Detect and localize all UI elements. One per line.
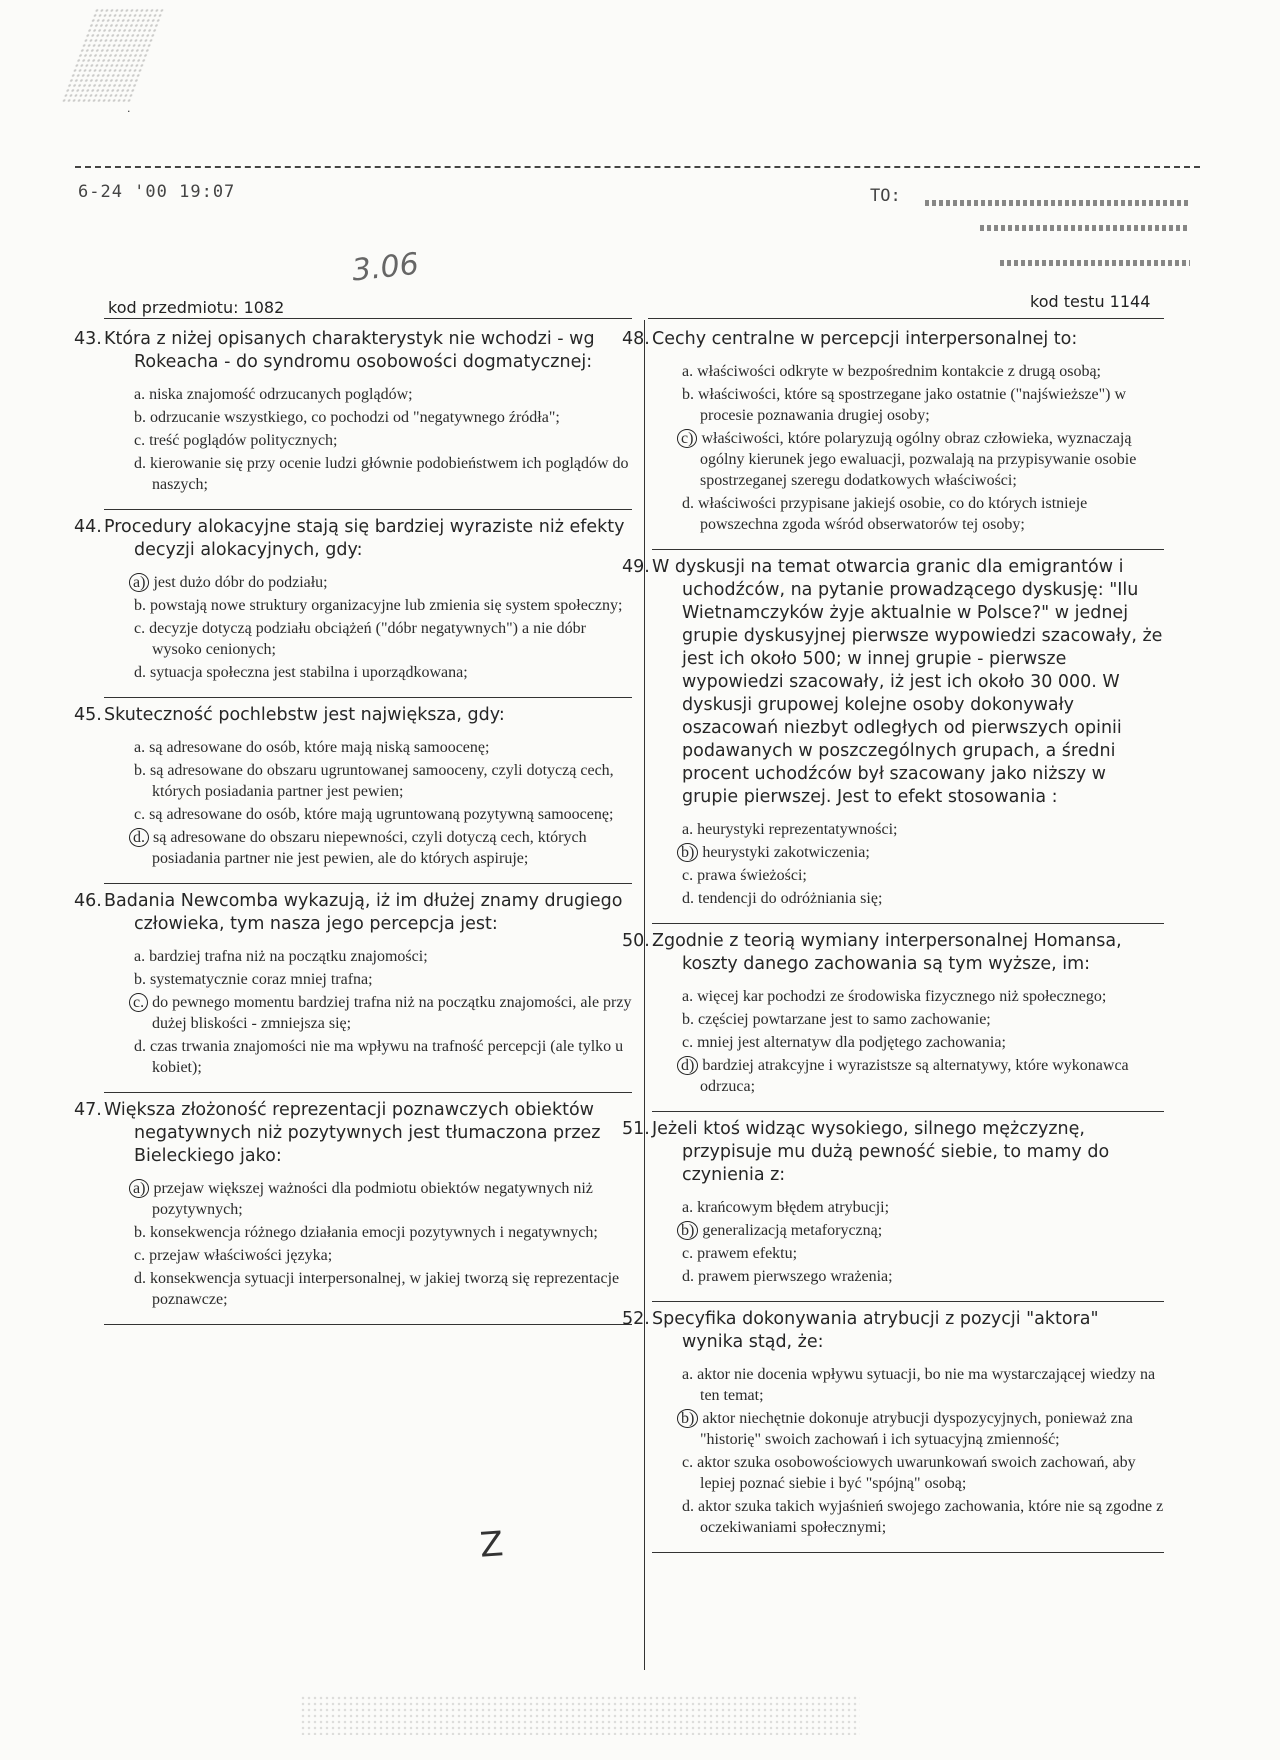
option-text: generalizacją metaforyczną; bbox=[702, 1222, 883, 1239]
option-text: przejaw właściwości języka; bbox=[149, 1247, 333, 1264]
answer-option bbox=[134, 804, 632, 825]
option-text: więcej kar pochodzi ze środowiska fizycznego niż społecznego; bbox=[697, 988, 1107, 1005]
fax-header-rule bbox=[75, 166, 1200, 168]
answer-option bbox=[682, 384, 1164, 426]
question-stem: 51. Jeżeli ktoś widząc wysokiego, silnego mężczyznę, przypisuje mu dużą pewność siebie, to mamy do czynienia z: bbox=[622, 1119, 1110, 1185]
option-letter: b. bbox=[134, 409, 146, 426]
answer-option-marked bbox=[682, 842, 1164, 863]
option-letter: a) bbox=[129, 573, 149, 592]
option-letter: c. bbox=[134, 806, 146, 823]
option-letter: a. bbox=[682, 363, 694, 380]
option-text: treść poglądów politycznych; bbox=[149, 432, 338, 449]
option-letter: b. bbox=[134, 1224, 146, 1241]
answer-option bbox=[682, 493, 1164, 535]
answer-option bbox=[682, 1266, 1164, 1287]
question-stem: 43. Która z niżej opisanych charakterystyk nie wchodzi - wg Rokeacha - do syndromu osobowości dogmatycznej: bbox=[74, 329, 595, 372]
question-block bbox=[622, 322, 1164, 550]
answer-option bbox=[682, 1243, 1164, 1264]
option-letter: d) bbox=[677, 1056, 698, 1075]
answer-option bbox=[134, 969, 632, 990]
option-text: bardziej trafna niż na początku znajomości; bbox=[149, 948, 428, 965]
option-letter: d. bbox=[682, 495, 694, 512]
option-text: bardziej atrakcyjne i wyrazistsze są alternatywy, które wykonawca odrzuca; bbox=[700, 1057, 1129, 1095]
fax-to-label: TO: bbox=[870, 186, 901, 206]
answer-option bbox=[682, 888, 1164, 909]
option-letter: d. bbox=[134, 1270, 146, 1287]
option-text: są adresowane do osób, które mają ugruntowaną pozytywną samoocenę; bbox=[149, 806, 614, 823]
option-text: są adresowane do obszaru niepewności, czyli dotyczą cech, których posiadania partner nie jest pewien, ale do których aspiruje; bbox=[152, 829, 587, 867]
answer-option bbox=[682, 819, 1164, 840]
option-letter: d. bbox=[134, 455, 146, 472]
option-text: tendencji do odróżniania się; bbox=[698, 890, 883, 907]
option-text: heurystyki zakotwiczenia; bbox=[702, 844, 870, 861]
answer-option bbox=[682, 1364, 1164, 1406]
option-letter: c. bbox=[682, 1034, 694, 1051]
option-letter: c. bbox=[682, 867, 694, 884]
option-letter: b. bbox=[134, 762, 146, 779]
question-stem: 52. Specyfika dokonywania atrybucji z pozycji "aktora" wynika stąd, że: bbox=[622, 1309, 1099, 1352]
answer-option-marked bbox=[134, 572, 632, 593]
question-block bbox=[74, 322, 632, 510]
scan-noise bbox=[300, 1695, 860, 1735]
question-text: W dyskusji na temat otwarcia granic dla emigrantów i uchodźców, na pytanie prowadzącego dyskusję: "Ilu Wietnamczyków żyje aktualnie w Polsce?" w jednej grupie dyskusyjnej pierwsze wypowiedzi szacowały, że jest ich około 500; w innej grupie - pierwsze wypowiedzi szacowały, iż jest ich około 30 000. W dyskusji grupowej kolejne osoby dokonywały oszacowań niezbyt odległych od pierwszych opinii podawanych w poszczególnych grupach, a średni procent uchodźców był szacowany jako niższy w grupie pierwszej. Jest to efekt stosowania : bbox=[652, 557, 1163, 807]
top-rule-right bbox=[648, 318, 1164, 319]
answer-option bbox=[134, 760, 632, 802]
option-letter: a) bbox=[129, 1179, 149, 1198]
option-letter: c. bbox=[129, 993, 148, 1012]
fax-header: 6-24 '00 19:07 bbox=[78, 182, 236, 202]
option-text: krańcowym błędem atrybucji; bbox=[697, 1199, 890, 1216]
option-letter: c. bbox=[682, 1454, 694, 1471]
option-text: konsekwencja różnego działania emocji pozytywnych i negatywnych; bbox=[150, 1224, 598, 1241]
option-letter: b) bbox=[677, 1221, 698, 1240]
scan-noise bbox=[61, 8, 166, 103]
option-letter: b. bbox=[134, 597, 146, 614]
question-stem: 44. Procedury alokacyjne stają się bardziej wyraziste niż efekty decyzji alokacyjnych, gdy: bbox=[74, 517, 625, 560]
option-letter: c. bbox=[682, 1245, 694, 1262]
question-text: Skuteczność pochlebstw jest największa, gdy: bbox=[104, 705, 505, 725]
option-text: mniej jest alternatyw dla podjętego zachowania; bbox=[697, 1034, 1006, 1051]
option-text: właściwości, które polaryzują ogólny obraz człowieka, wyznaczają ogólny kierunek jego ewaluacji, pozwalają na przypisywanie osobie spostrzeganej szeregu dodatkowych właściwości; bbox=[700, 430, 1137, 489]
option-letter: d. bbox=[682, 1268, 694, 1285]
redaction-scribble bbox=[925, 200, 1190, 206]
option-text: prawa świeżości; bbox=[697, 867, 807, 884]
question-block bbox=[622, 1302, 1164, 1553]
answer-option bbox=[134, 1245, 632, 1266]
answer-option bbox=[682, 1452, 1164, 1494]
option-text: częściej powtarzane jest to samo zachowanie; bbox=[698, 1011, 991, 1028]
answer-options bbox=[104, 737, 632, 869]
option-letter: c) bbox=[677, 429, 697, 448]
option-letter: b. bbox=[682, 1011, 694, 1028]
option-text: aktor szuka takich wyjaśnień swojego zachowania, które nie są zgodne z oczekiwaniami społecznymi; bbox=[698, 1498, 1164, 1536]
question-text: Zgodnie z teorią wymiany interpersonalnej Homansa, koszty danego zachowania są tym wyższe, im: bbox=[652, 931, 1122, 974]
option-letter: c. bbox=[134, 1247, 146, 1264]
option-letter: d. bbox=[682, 1498, 694, 1515]
question-block bbox=[622, 924, 1164, 1112]
answer-option-marked bbox=[682, 428, 1164, 491]
left-column bbox=[74, 322, 632, 1325]
answer-option bbox=[134, 662, 632, 683]
answer-option-marked bbox=[682, 1055, 1164, 1097]
question-text: Jeżeli ktoś widząc wysokiego, silnego mężczyznę, przypisuje mu dużą pewność siebie, to mamy do czynienia z: bbox=[652, 1119, 1110, 1185]
answer-option bbox=[134, 595, 632, 616]
option-text: jest dużo dóbr do podziału; bbox=[153, 574, 328, 591]
question-stem: 48. Cechy centralne w percepcji interpersonalnej to: bbox=[622, 329, 1078, 349]
option-text: systematycznie coraz mniej trafna; bbox=[150, 971, 373, 988]
option-text: są adresowane do osób, które mają niską samoocenę; bbox=[149, 739, 490, 756]
option-letter: c. bbox=[134, 620, 146, 637]
option-text: są adresowane do obszaru ugruntowanej samooceny, czyli dotyczą cech, których posiadania partner jest pewien; bbox=[150, 762, 614, 800]
option-text: przejaw większej ważności dla podmiotu obiektów negatywnych niż pozytywnych; bbox=[152, 1180, 593, 1218]
option-text: właściwości przypisane jakiejś osobie, co do których istnieje powszechna zgoda wśród obserwatorów tej osoby; bbox=[698, 495, 1088, 533]
question-text: Cechy centralne w percepcji interpersonalnej to: bbox=[652, 329, 1078, 349]
question-block bbox=[622, 550, 1164, 924]
question-stem: 49. W dyskusji na temat otwarcia granic dla emigrantów i uchodźców, na pytanie prowadzącego dyskusję: "Ilu Wietnamczyków żyje aktualnie w Polsce?" w jednej grupie dyskusyjnej pierwsze wypowiedzi szacowały, że jest ich około 500; w innej grupie - pierwsze wypowiedzi szacowały, iż jest ich około 30 000. W dyskusji grupowej kolejne osoby dokonywały oszacowań niezbyt odległych od pierwszych opinii podawanych w poszczególnych grupach, a średni procent uchodźców był szacowany jako niższy w grupie pierwszej. Jest to efekt stosowania : bbox=[622, 557, 1163, 807]
option-letter: b. bbox=[682, 386, 694, 403]
answer-option bbox=[682, 1197, 1164, 1218]
answer-option bbox=[682, 1032, 1164, 1053]
option-text: właściwości, które są spostrzegane jako ostatnie ("najświeższe") w procesie poznawania drugiej osoby; bbox=[698, 386, 1127, 424]
option-text: niska znajomość odrzucanych poglądów; bbox=[149, 386, 413, 403]
option-text: powstają nowe struktury organizacyjne lub zmienia się system społeczny; bbox=[150, 597, 623, 614]
question-text: Która z niżej opisanych charakterystyk nie wchodzi - wg Rokeacha - do syndromu osobowości dogmatycznej: bbox=[104, 329, 595, 372]
question-stem: 50. Zgodnie z teorią wymiany interpersonalnej Homansa, koszty danego zachowania są tym wyższe, im: bbox=[622, 931, 1122, 974]
question-block bbox=[74, 510, 632, 698]
answer-option bbox=[682, 986, 1164, 1007]
option-text: prawem pierwszego wrażenia; bbox=[698, 1268, 893, 1285]
option-text: właściwości odkryte w bezpośrednim kontakcie z drugą osobą; bbox=[697, 363, 1101, 380]
option-text: odrzucanie wszystkiego, co pochodzi od "negatywnego źródła"; bbox=[150, 409, 560, 426]
question-text: Procedury alokacyjne stają się bardziej wyraziste niż efekty decyzji alokacyjnych, gdy: bbox=[104, 517, 625, 560]
handwritten-mark: Z bbox=[478, 1524, 505, 1566]
answer-option bbox=[682, 865, 1164, 886]
answer-option bbox=[134, 384, 632, 405]
answer-option bbox=[134, 946, 632, 967]
option-letter: c. bbox=[134, 432, 146, 449]
answer-option bbox=[134, 1268, 632, 1310]
answer-option-marked bbox=[134, 992, 632, 1034]
answer-option bbox=[134, 453, 632, 495]
answer-options bbox=[104, 572, 632, 683]
right-column bbox=[622, 322, 1164, 1553]
option-text: prawem efektu; bbox=[697, 1245, 798, 1262]
answer-option bbox=[134, 1036, 632, 1078]
answer-option-marked bbox=[134, 827, 632, 869]
option-text: sytuacja społeczna jest stabilna i uporządkowana; bbox=[150, 664, 468, 681]
handwritten-page-number: 3.06 bbox=[350, 246, 421, 289]
question-block bbox=[74, 884, 632, 1093]
option-text: czas trwania znajomości nie ma wpływu na trafność percepcji (ale tylko u kobiet); bbox=[150, 1038, 624, 1076]
option-letter: a. bbox=[682, 821, 694, 838]
option-letter: a. bbox=[682, 1366, 694, 1383]
option-letter: a. bbox=[134, 386, 146, 403]
option-text: do pewnego momentu bardziej trafna niż na początku znajomości, ale przy dużej bliskości - zmniejsza się; bbox=[152, 994, 632, 1032]
question-stem: 47. Większa złożoność reprezentacji poznawczych obiektów negatywnych niż pozytywnych jest tłumaczona przez Bieleckiego jako: bbox=[74, 1100, 601, 1166]
option-letter: d. bbox=[682, 890, 694, 907]
question-block bbox=[74, 1093, 632, 1325]
answer-option bbox=[682, 361, 1164, 382]
question-stem: 46. Badania Newcomba wykazują, iż im dłużej znamy drugiego człowieka, tym nasza jego percepcja jest: bbox=[74, 891, 623, 934]
answer-option-marked bbox=[134, 1178, 632, 1220]
option-text: decyzje dotyczą podziału obciążeń ("dóbr negatywnych") a nie dóbr wysoko cenionych; bbox=[149, 620, 586, 658]
option-text: aktor szuka osobowościowych uwarunkowań swoich zachowań, aby lepiej poznać siebie i być "spójną" osobą; bbox=[697, 1454, 1136, 1492]
question-text: Badania Newcomba wykazują, iż im dłużej znamy drugiego człowieka, tym nasza jego percepcja jest: bbox=[104, 891, 623, 934]
option-letter: a. bbox=[682, 988, 694, 1005]
answer-option bbox=[682, 1496, 1164, 1538]
option-letter: a. bbox=[134, 739, 146, 756]
question-block bbox=[74, 698, 632, 884]
option-letter: b. bbox=[134, 971, 146, 988]
answer-options bbox=[652, 1197, 1164, 1287]
answer-option-marked bbox=[682, 1220, 1164, 1241]
option-text: heurystyki reprezentatywności; bbox=[697, 821, 898, 838]
answer-options bbox=[652, 986, 1164, 1097]
option-text: aktor niechętnie dokonuje atrybucji dyspozycyjnych, ponieważ zna "historię" swoich zachowań i ich sytuacyjną zmienność; bbox=[700, 1410, 1133, 1448]
option-letter: d. bbox=[134, 1038, 146, 1055]
answer-options bbox=[104, 384, 632, 495]
option-text: konsekwencja sytuacji interpersonalnej, w jakiej tworzą się reprezentacje poznawcze; bbox=[150, 1270, 620, 1308]
answer-option bbox=[134, 618, 632, 660]
question-block bbox=[622, 1112, 1164, 1302]
option-text: kierowanie się przy ocenie ludzi głównie podobieństwem ich poglądów do naszych; bbox=[150, 455, 629, 493]
answer-option bbox=[134, 737, 632, 758]
answer-option bbox=[134, 430, 632, 451]
question-stem: 45. Skuteczność pochlebstw jest największa, gdy: bbox=[74, 705, 505, 725]
option-letter: d. bbox=[134, 664, 146, 681]
scan-corner-mark: · bbox=[127, 105, 131, 118]
option-letter: b) bbox=[677, 1409, 698, 1428]
course-code: kod przedmiotu: 1082 bbox=[108, 298, 285, 317]
answer-options bbox=[104, 946, 632, 1078]
option-letter: a. bbox=[134, 948, 146, 965]
option-letter: b) bbox=[677, 843, 698, 862]
option-text: aktor nie docenia wpływu sytuacji, bo nie ma wystarczającej wiedzy na ten temat; bbox=[697, 1366, 1156, 1404]
column-divider bbox=[644, 320, 645, 1670]
redaction-scribble bbox=[1000, 260, 1190, 266]
question-text: Większa złożoność reprezentacji poznawczych obiektów negatywnych niż pozytywnych jest tłumaczona przez Bieleckiego jako: bbox=[104, 1100, 601, 1166]
option-letter: a. bbox=[682, 1199, 694, 1216]
answer-option-marked bbox=[682, 1408, 1164, 1450]
answer-options bbox=[652, 1364, 1164, 1538]
answer-options bbox=[104, 1178, 632, 1310]
option-letter: d. bbox=[129, 828, 149, 847]
answer-option bbox=[682, 1009, 1164, 1030]
answer-option bbox=[134, 407, 632, 428]
test-code: kod testu 1144 bbox=[1030, 292, 1151, 311]
top-rule-left bbox=[104, 318, 632, 319]
answer-option bbox=[134, 1222, 632, 1243]
answer-options bbox=[652, 819, 1164, 909]
answer-options bbox=[652, 361, 1164, 535]
question-text: Specyfika dokonywania atrybucji z pozycji "aktora" wynika stąd, że: bbox=[652, 1309, 1099, 1352]
redaction-scribble bbox=[980, 225, 1190, 231]
